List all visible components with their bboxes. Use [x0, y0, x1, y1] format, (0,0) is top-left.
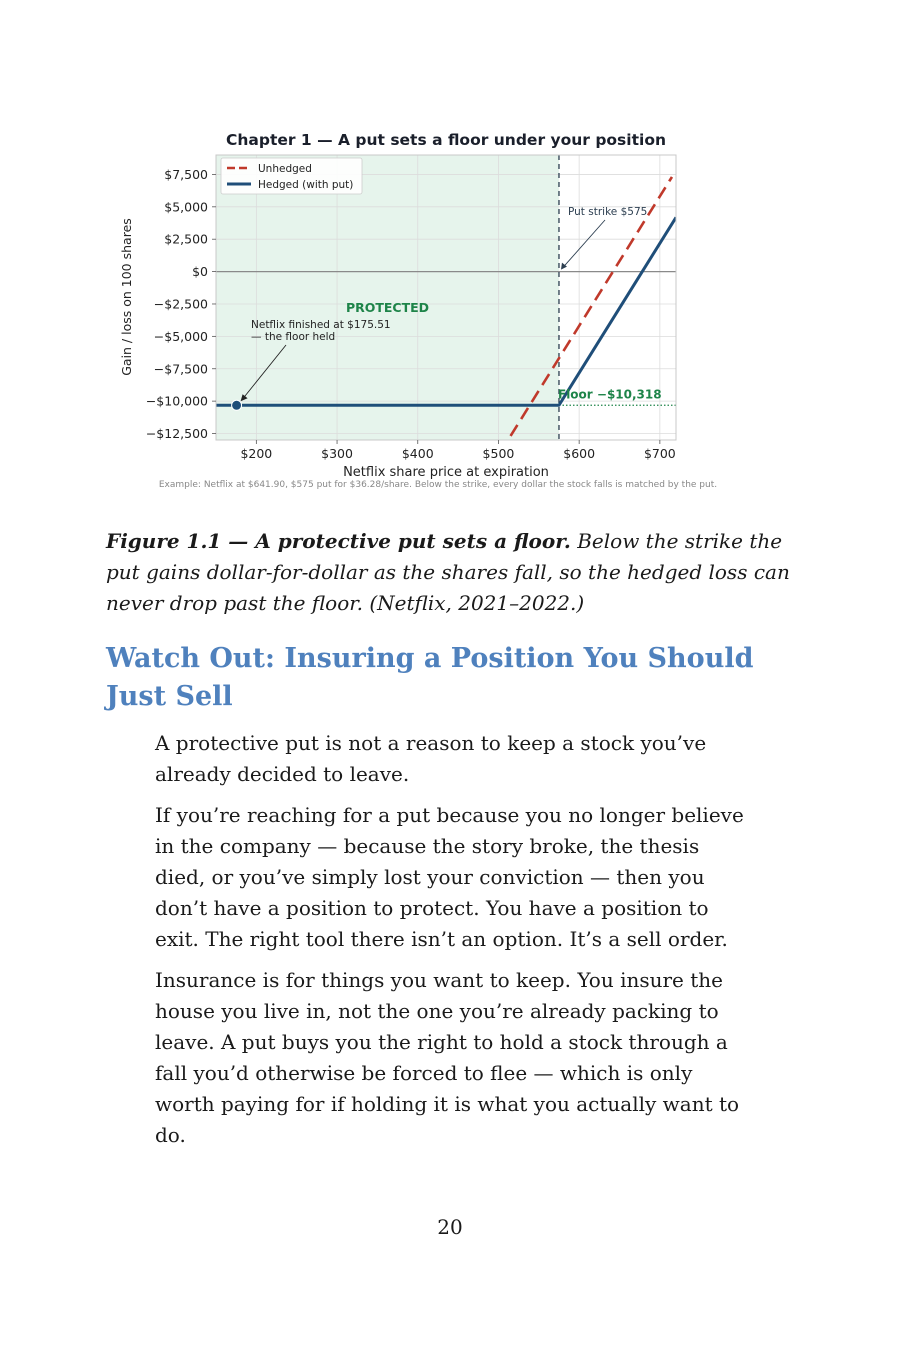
- payoff-chart: [0, 0, 900, 500]
- y-tick-label: −$2,500: [153, 296, 208, 312]
- marker-annotation-line1: Netflix finished at $175.51: [251, 319, 391, 331]
- section-heading: Watch Out: Insuring a Position You Should Just Sell: [106, 643, 754, 712]
- strike-label: Put strike $575: [568, 206, 648, 218]
- protected-region: [216, 155, 559, 440]
- y-tick-label: −$12,500: [145, 426, 208, 442]
- marker-point: [232, 400, 242, 410]
- x-tick-label: $400: [401, 446, 434, 461]
- x-tick-label: $300: [321, 446, 353, 461]
- marker-annotation-line2: — the floor held: [251, 331, 336, 343]
- y-tick-label: $0: [192, 264, 208, 280]
- x-tick-label: $600: [563, 446, 596, 461]
- caption-bold: Figure 1.1 — A protective put sets a floor.: [106, 529, 571, 553]
- floor-label: Floor −$10,318: [558, 387, 662, 402]
- caption-text: Below the strike the put gains dollar-for-dollar as the shares fall, so the hedged loss can never drop past the floor. (Netflix, 2021–2022.): [106, 529, 790, 615]
- y-tick-label: −$7,500: [153, 361, 208, 377]
- page-number: 20: [437, 1215, 463, 1239]
- x-tick-label: $500: [482, 446, 515, 461]
- y-tick-label: $5,000: [164, 199, 208, 215]
- body-paragraph-3: Insurance is for things you want to keep. You insure the house you live in, not the one you’re already packing to leave. A put buys you the right to hold a stock through a fall you’d otherwise be forced to flee — which is only worth paying for if holding it is what you actually want to do.: [155, 968, 740, 1147]
- chart-title: Chapter 1 — A put sets a floor under your position: [225, 131, 667, 149]
- y-tick-label: −$10,000: [145, 393, 208, 409]
- protected-label: PROTECTED: [345, 300, 430, 315]
- x-tick-label: $200: [240, 446, 273, 461]
- section-body: [155, 728, 755, 1161]
- body-paragraph-1: A protective put is not a reason to keep a stock you’ve already decided to leave.: [155, 731, 707, 786]
- legend-label-2: Hedged (with put): [258, 179, 354, 191]
- y-tick-label: −$5,000: [153, 328, 208, 344]
- strike-arrow: [562, 220, 605, 269]
- x-axis-label: Netflix share price at expiration: [343, 465, 549, 480]
- x-tick-label: $700: [643, 446, 676, 461]
- legend-label-1: Unhedged: [258, 163, 312, 175]
- figure-caption: [106, 526, 796, 619]
- body-paragraph-2: If you’re reaching for a put because you no longer believe in the company — because the story broke, the thesis died, or you’ve simply lost your conviction — then you don’t have a position to protect. You have a position to exit. The right tool there isn’t an option. It’s a sell order.: [155, 803, 744, 951]
- chart-footnote: Example: Netflix at $641.90, $575 put for $36.28/share. Below the strike, every dollar the stock falls is matched by the put.: [158, 480, 718, 490]
- y-tick-label: $2,500: [164, 231, 208, 247]
- y-tick-label: $7,500: [164, 166, 208, 182]
- y-axis-label: Gain / loss on 100 shares: [119, 218, 134, 376]
